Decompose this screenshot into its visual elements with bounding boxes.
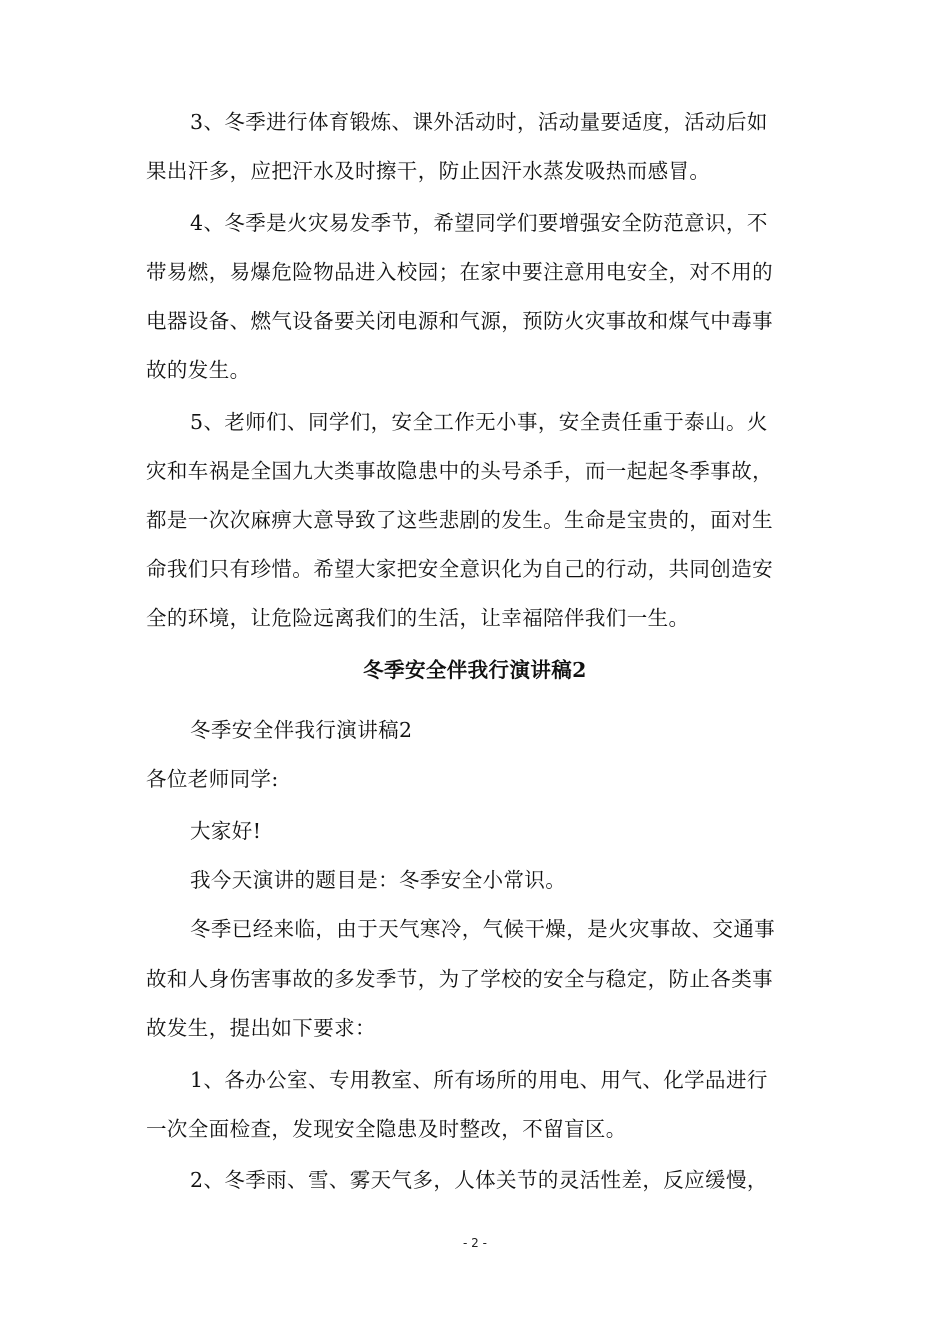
intro-paragraph-line-3: 故发生，提出如下要求： <box>146 1016 376 1040</box>
speech-subtitle: 冬季安全伴我行演讲稿2 <box>190 718 413 742</box>
speech-topic: 我今天演讲的题目是：冬季安全小常识。 <box>190 868 567 892</box>
page-number: - 2 - <box>463 1236 487 1250</box>
paragraph-3-line-2: 果出汗多，应把汗水及时擦干，防止因汗水蒸发吸热而感冒。 <box>146 159 711 183</box>
requirement-2-line-1: 2、冬季雨、雪、雾天气多，人体关节的灵活性差，反应缓慢， <box>190 1168 768 1192</box>
greeting: 大家好! <box>190 819 262 843</box>
section-heading: 冬季安全伴我行演讲稿2 <box>363 658 587 682</box>
intro-paragraph-line-2: 故和人身伤害事故的多发季节，为了学校的安全与稳定，防止各类事 <box>146 967 773 991</box>
paragraph-5-line-4: 命我们只有珍惜。希望大家把安全意识化为自己的行动，共同创造安 <box>146 557 773 581</box>
paragraph-5-line-1: 5、老师们、同学们，安全工作无小事，安全责任重于泰山。火 <box>190 410 768 434</box>
paragraph-5-line-2: 灾和车祸是全国九大类事故隐患中的头号杀手，而一起起冬季事故， <box>146 459 773 483</box>
salutation: 各位老师同学: <box>146 767 279 791</box>
paragraph-4-line-3: 电器设备、燃气设备要关闭电源和气源，预防火灾事故和煤气中毒事 <box>146 309 773 333</box>
requirement-1-line-1: 1、各办公室、专用教室、所有场所的用电、用气、化学品进行 <box>190 1068 768 1092</box>
paragraph-3-line-1: 3、冬季进行体育锻炼、课外活动时，活动量要适度，活动后如 <box>190 110 768 134</box>
paragraph-4-line-4: 故的发生。 <box>146 358 251 382</box>
requirement-1-line-2: 一次全面检查，发现安全隐患及时整改，不留盲区。 <box>146 1117 627 1141</box>
paragraph-4-line-1: 4、冬季是火灾易发季节，希望同学们要增强安全防范意识，不 <box>190 211 768 235</box>
paragraph-4-line-2: 带易燃，易爆危险物品进入校园；在家中要注意用电安全，对不用的 <box>146 260 773 284</box>
paragraph-5-line-3: 都是一次次麻痹大意导致了这些悲剧的发生。生命是宝贵的，面对生 <box>146 508 773 532</box>
paragraph-5-line-5: 全的环境，让危险远离我们的生活，让幸福陪伴我们一生。 <box>146 606 690 630</box>
intro-paragraph-line-1: 冬季已经来临，由于天气寒冷，气候干燥，是火灾事故、交通事 <box>190 917 776 941</box>
